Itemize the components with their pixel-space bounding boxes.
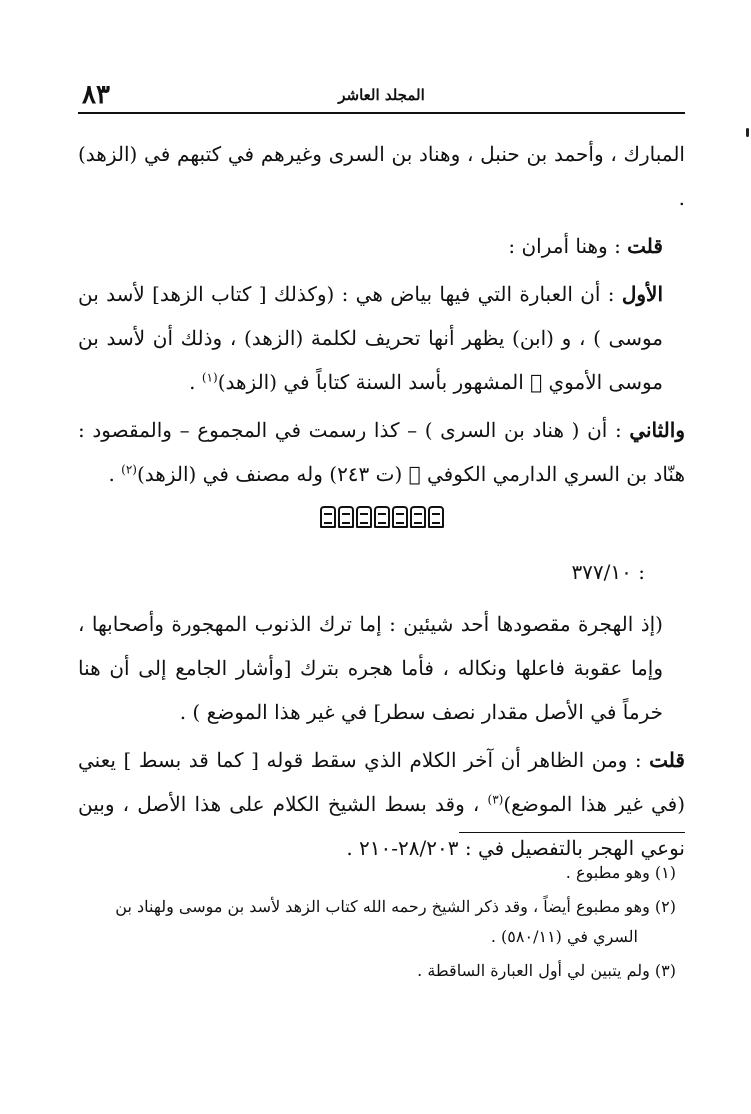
paragraph-3-text: : أن العبارة التي فيها بياض هي : (وكذلك [ كتاب الزهد] لأسد بن موسى ) ، و (ابن) يظهر أنها تحريف لكلمة (الزهد) ، وذلك أن لأسد بن موسى الأموي ﷬ المشهور بأسد السنة كتاباً في (الزهد)	[78, 282, 663, 394]
footnote-2	[78, 892, 676, 952]
footnotes	[78, 858, 676, 990]
footnote-3	[78, 956, 676, 986]
edge-mark	[746, 128, 749, 137]
footnote-3-mark: (٣)	[654, 961, 676, 980]
paragraph-3	[78, 272, 685, 404]
footnote-1-text: وهو مطبوع .	[565, 863, 655, 882]
paragraph-6-label: قلت	[649, 748, 685, 772]
footnote-separator	[459, 832, 685, 833]
paragraph-2-label: قلت	[627, 234, 663, 258]
paragraph-2-text: : وهنا أمران :	[508, 234, 628, 258]
paragraph-6-end: ، وقد بسط الشيخ الكلام على هذا الأصل ، وبين نوعي الهجر بالتفصيل في : ٢٨/٢٠٣-٢١٠ .	[78, 792, 685, 860]
footnote-2-continuation: السري في (٥٨٠/١١) .	[490, 927, 638, 946]
header-rule	[78, 112, 685, 114]
footnote-ref-2[interactable]: (٢)	[121, 462, 137, 477]
paragraph-4	[78, 408, 685, 496]
paragraph-1-text: المبارك ، وأحمد بن حنبل ، وهناد بن السرى وغيرهم في كتبهم في (الزهد) .	[78, 142, 685, 210]
footnote-ref-1[interactable]: (١)	[201, 370, 218, 385]
footnote-ref-3[interactable]: (٣)	[487, 792, 504, 807]
paragraph-3-label: الأول	[621, 282, 663, 306]
paragraph-5-text: (إذ الهجرة مقصودها أحد شيئين : إما ترك الذنوب المهجورة وأصحابها ، وإما عقوبة فاعلها ونكاله ، فأما هجره بترك [وأشار الجامع إلى أن هنا خرماً في الأصل مقدار نصف سطر] في غير هذا الموضع ) .	[78, 612, 663, 724]
section-divider-ornament	[78, 506, 685, 534]
paragraph-1	[78, 132, 685, 220]
main-text	[78, 132, 685, 874]
footnote-2-mark: (٢)	[654, 897, 676, 916]
footnote-2-text: وهو مطبوع أيضاً ، وقد ذكر الشيخ رحمه الله كتاب الزهد لأسد بن موسى ولهناد بن	[115, 897, 655, 916]
paragraph-4-end: .	[108, 462, 122, 486]
paragraph-2	[78, 224, 685, 268]
footnote-3-text: ولم يتبين لي أول العبارة الساقطة .	[417, 961, 655, 980]
paragraph-4-text: : أن ( هناد بن السرى ) – كذا رسمت في المجموع – والمقصود : هنّاد بن السري الدارمي الكوفي ﷬ (ت ٢٤٣) وله مصنف في (الزهد)	[78, 418, 685, 486]
paragraph-5	[78, 602, 685, 734]
page-number: ٨٣	[82, 80, 110, 110]
paragraph-3-end: .	[189, 370, 202, 394]
paragraph-6-text: : ومن الظاهر أن آخر الكلام الذي سقط قوله [ كما قد بسط ] يعني (في غير هذا الموضع)	[78, 748, 685, 816]
paragraph-6	[78, 738, 685, 870]
volume-page-reference: : ٣٧٧/١٠	[571, 560, 645, 584]
running-header	[78, 80, 685, 114]
paragraph-4-label: والثاني	[629, 418, 685, 442]
footnote-1-mark: (١)	[654, 863, 676, 882]
volume-title: المجلد العاشر	[338, 86, 425, 104]
footnote-1	[78, 858, 676, 888]
